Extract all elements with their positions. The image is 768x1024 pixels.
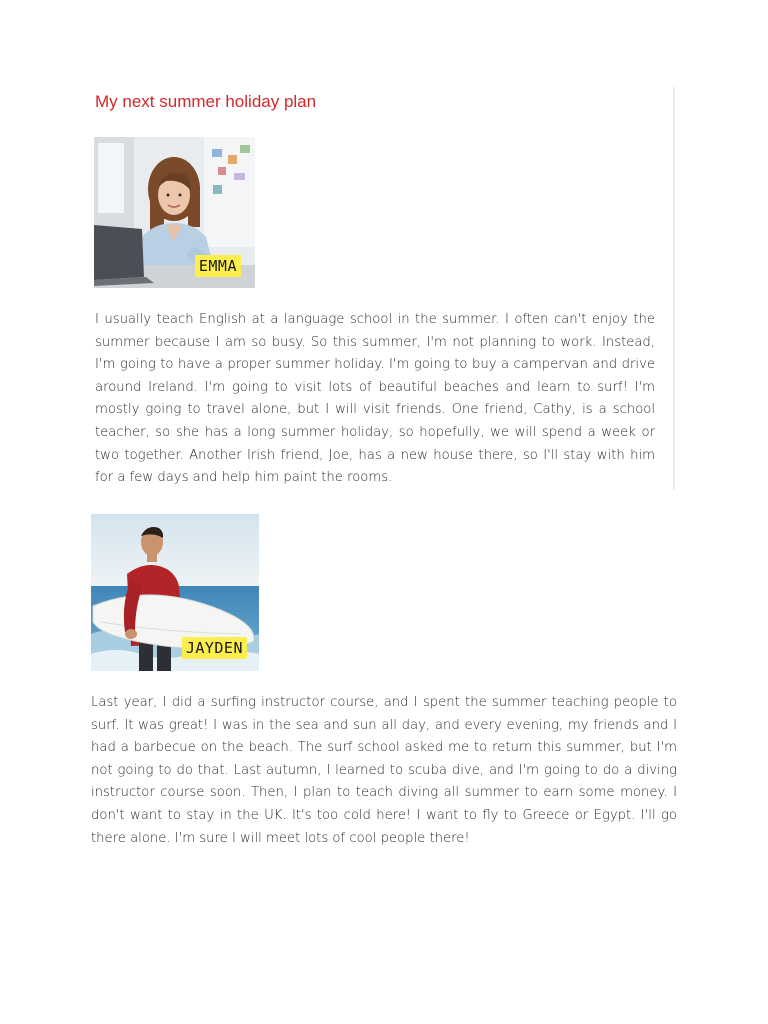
page-title: My next summer holiday plan: [95, 92, 317, 111]
emma-paragraph: I usually teach English at a language school in the summer. I often can't enjoy the summer because I am so busy. So this summer, I'm not planning to work. Instead, I'm going to have a proper summer holiday. I'm going to buy a campervan and drive around Ireland. I'm going to visit lots of beautiful beaches and learn to surf! I'm mostly going to travel alone, but I will visit friends. One friend, Cathy, is a school teacher, so she has a long summer holiday, so hopefully, we will spend a week or two together. Another Irish friend, Joe, has a new house there, so I'll stay with him for a few days and help him paint the rooms.: [95, 312, 655, 486]
jayden-photo: [91, 514, 259, 671]
emma-name-tag: EMMA: [195, 255, 241, 277]
emma-photo: [94, 137, 255, 288]
jayden-paragraph: Last year, I did a surfing instructor course, and I spent the summer teaching people to surf. It was great! I was in the sea and sun all day, and every evening, my friends and I had a barbecue on the beach. The surf school asked me to return this summer, but I'm not going to do that. Last autumn, I learned to scuba dive, and I'm going to do a diving instructor course soon. Then, I plan to teach diving all summer to earn some money. I don't want to stay in the UK. It's too cold here! I want to fly to Greece or Egypt. I'll go there alone. I'm sure I will meet lots of cool people there!: [91, 695, 677, 846]
jayden-name-tag: JAYDEN: [182, 637, 247, 659]
column-divider: [673, 87, 675, 490]
